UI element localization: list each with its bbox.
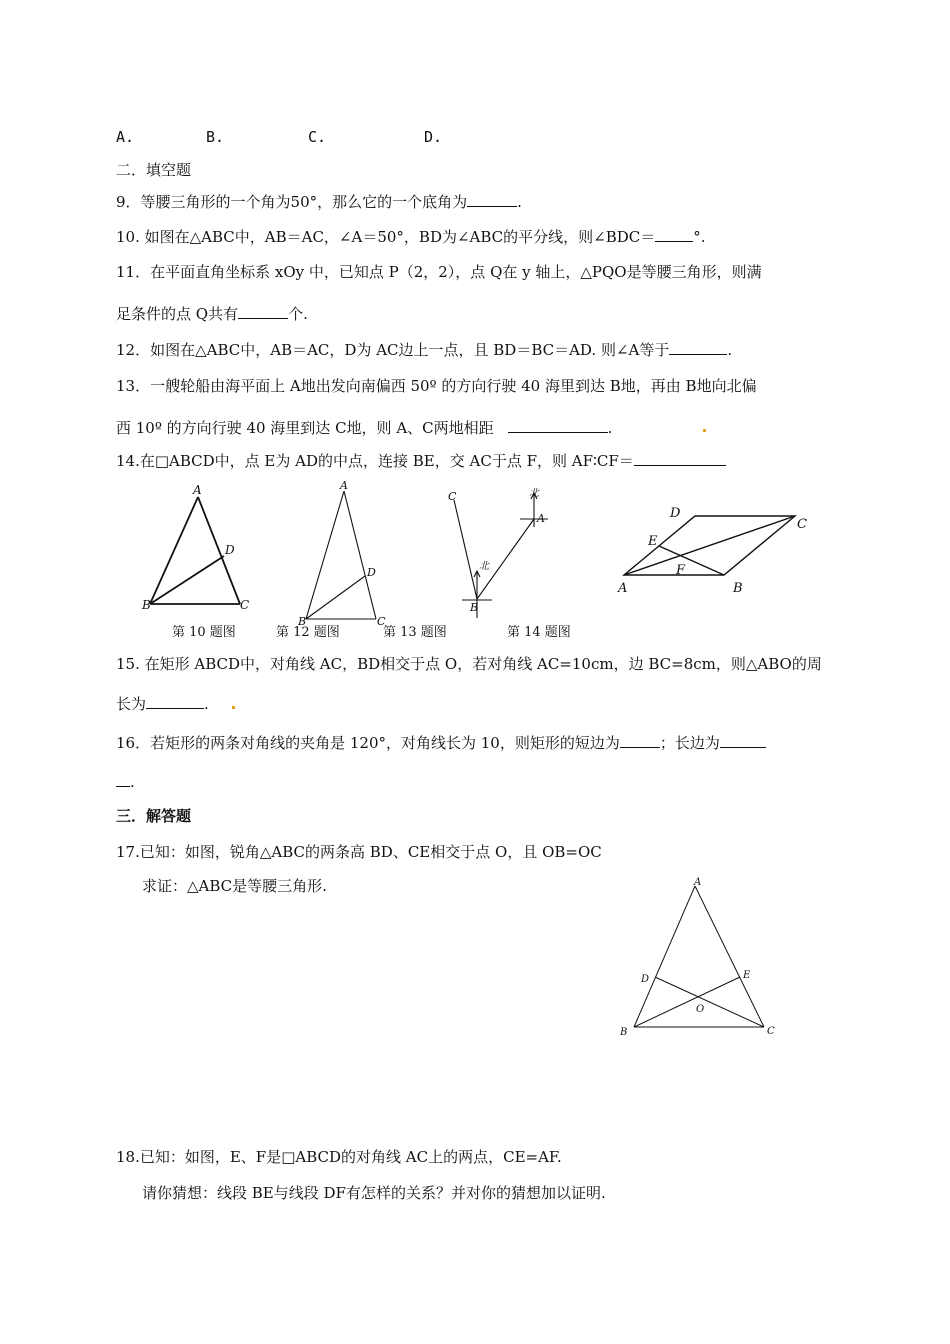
label-b: B [620, 1027, 628, 1038]
q10-end: °. [693, 228, 706, 246]
answer-blank[interactable] [238, 304, 288, 319]
label-c: C [240, 598, 250, 612]
label-a: A [340, 479, 348, 492]
q12-end: . [727, 341, 733, 359]
label-f: F [676, 563, 686, 578]
answer-blank[interactable] [146, 694, 204, 709]
caption-figure-14: 第 14 题图 [507, 625, 571, 640]
figure-10 [138, 480, 258, 615]
caption-figure-13: 第 13 题图 [383, 625, 447, 640]
question-12 [116, 340, 732, 360]
section-solve-heading: 三．解答题 [116, 807, 192, 825]
question-16 [116, 733, 766, 753]
label-b: B [142, 598, 151, 612]
q11-end: 个. [288, 305, 308, 323]
label-o: O [696, 1004, 705, 1015]
caption-figure-12: 第 12 题图 [276, 625, 340, 640]
label-e: E [648, 534, 658, 549]
label-c: C [767, 1026, 775, 1037]
label-b: B [470, 601, 479, 614]
answer-blank[interactable] [655, 227, 693, 242]
label-d: D [225, 543, 235, 557]
answer-blank[interactable] [620, 733, 660, 748]
option-d: D. [424, 128, 443, 146]
stray-dot [703, 429, 706, 432]
q9-text: 9．等腰三角形的一个角为50°，那么它的一个底角为 [116, 193, 468, 211]
answer-blank[interactable] [720, 733, 766, 748]
q11-text: 足条件的点 Q共有 [116, 305, 239, 323]
label-e: E [743, 970, 751, 981]
caption-figure-10: 第 10 题图 [172, 625, 236, 640]
q10-text: 10. 如图在△ABC中，AB＝AC，∠A＝50°，BD为∠ABC的平分线，则∠BDC＝ [116, 228, 656, 246]
answer-blank[interactable] [669, 340, 727, 355]
label-a: A [694, 877, 702, 888]
q16-end: . [130, 773, 135, 791]
north-label: 北 [529, 488, 539, 499]
label-d: D [641, 974, 650, 985]
label-a: A [537, 512, 545, 525]
question-11-line1: 11．在平面直角坐标系 xOy 中，已知点 P（2，2），点 Q在 y 轴上，△PQO是等腰三角形，则满 [116, 263, 762, 281]
q16-mid: ；长边为 [659, 734, 720, 752]
q15-end: . [204, 695, 209, 713]
answer-blank[interactable] [467, 192, 517, 207]
figure-14 [612, 503, 817, 598]
option-c: C. [308, 128, 327, 146]
option-a: A. [116, 128, 135, 146]
question-13-line2 [116, 418, 612, 438]
label-c: C [797, 517, 807, 532]
label-d: D [367, 566, 376, 579]
answer-blank[interactable] [508, 418, 608, 433]
option-b: B. [206, 128, 225, 146]
label-b: B [298, 615, 307, 625]
north-label: 北 [479, 561, 489, 572]
label-a: A [193, 483, 202, 497]
q13-text: 西 10º 的方向行驶 40 海里到达 C地，则 A、C两地相距 [116, 419, 494, 437]
section-fill-blank-heading: 二．填空题 [116, 161, 192, 179]
label-d: D [670, 506, 681, 521]
q16-text: 16．若矩形的两条对角线的夹角是 120°，对角线长为 10，则矩形的短边为 [116, 734, 620, 752]
question-15-line2 [116, 694, 209, 714]
q13-end: . [607, 419, 613, 437]
question-17-line2: 求证：△ABC是等腰三角形. [142, 877, 327, 895]
question-17-line1: 17.已知：如图，锐角△ABC的两条高 BD、CE相交于点 O，且 OB=OC [116, 843, 602, 861]
question-10 [116, 227, 706, 247]
label-c: C [377, 615, 386, 625]
answer-blank[interactable] [634, 451, 726, 466]
question-16-cont [116, 772, 135, 792]
figure-17 [612, 870, 787, 1045]
q9-end: . [517, 193, 522, 211]
answer-blank[interactable] [116, 772, 130, 787]
question-18-line1: 18.已知：如图，E、F是□ABCD的对角线 AC上的两点，CE=AF. [116, 1148, 562, 1166]
figure-12 [292, 475, 397, 625]
question-14 [116, 451, 726, 471]
label-c: C [448, 490, 457, 503]
label-a: A [618, 581, 628, 596]
figure-13 [440, 482, 560, 622]
q15-text: 长为 [116, 695, 147, 713]
question-15-line1: 15. 在矩形 ABCD中，对角线 AC，BD相交于点 O，若对角线 AC=10cm，边 BC=8cm，则△ABO的周 [116, 655, 822, 673]
question-13-line1: 13．一艘轮船由海平面上 A地出发向南偏西 50º 的方向行驶 40 海里到达 B地，再由 B地向北偏 [116, 377, 757, 395]
question-11-line2 [116, 304, 308, 324]
label-b: B [733, 581, 743, 596]
stray-dot [232, 706, 235, 709]
q14-text: 14.在□ABCD中，点 E为 AD的中点，连接 BE，交 AC于点 F，则 AF∶CF＝ [116, 452, 634, 470]
q12-text: 12．如图在△ABC中，AB＝AC，D为 AC边上一点，且 BD＝BC＝AD. 则∠A等于 [116, 341, 670, 359]
question-18-line2: 请你猜想：线段 BE与线段 DF有怎样的关系？并对你的猜想加以证明. [142, 1184, 606, 1202]
question-9 [116, 192, 522, 212]
